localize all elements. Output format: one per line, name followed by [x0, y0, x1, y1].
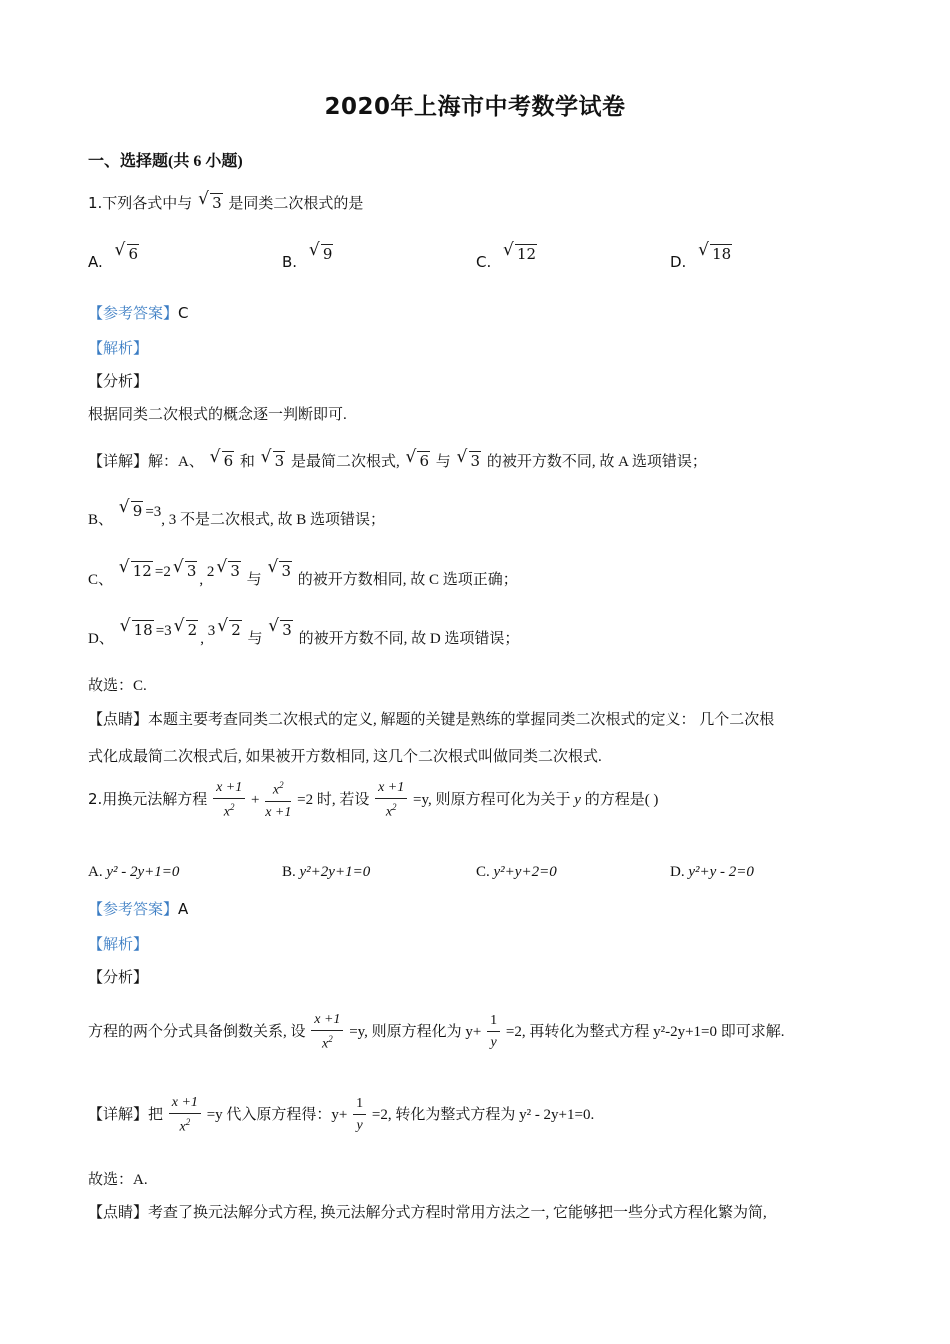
q1-stem-text-end: 是同类二次根式的是: [228, 196, 364, 212]
q1-comment-line1: 【点睛】本题主要考查同类二次根式的定义, 解题的关键是熟练的掌握同类二次根式的定义： 几个二次根: [88, 712, 775, 728]
q1-jiexi-label: 【解析】: [88, 341, 149, 357]
q1-option-c: C. √ 12: [476, 240, 537, 271]
q2-option-d: D. y²+y - 2=0: [670, 864, 754, 880]
q1-stem-text: 1.下列各式中与: [88, 194, 193, 212]
q2-comment: 【点睛】考查了换元法解分式方程, 换元法解分式方程时常用方法之一, 它能够把一些分式方程化繁为简,: [88, 1205, 767, 1221]
q2-option-c: C. y²+y+2=0: [476, 864, 557, 880]
question-2-stem: 2.用换元法解方程 $\frac{x +1}{x^2}$ + $\frac{x^2}{x +1}$ =2 时, 若设 $\frac{x +1}{x^2}$ =y, 则原方程可化为关于 y 的方程是( ): [88, 780, 659, 820]
q1-option-b: B. √ 9: [282, 240, 333, 271]
q2-answer: 【参考答案】A: [88, 900, 189, 918]
q1-detail-a: 【详解】解：A、 √ 6 和 √ 3 是最简二次根式, √ 6 与 √ 3 的被开方数不同, 故 A 选项错误；: [88, 447, 707, 470]
q1-detail-b: B、 √ 9 =3, 3 不是二次根式, 故 B 选项错误；: [88, 497, 386, 528]
section-heading: 一、选择题(共 6 小题): [88, 153, 243, 170]
q2-analysis: 方程的两个分式具备倒数关系, 设 $\frac{x +1}{x^2}$ =y, 则原方程化为 y+ $\frac{1}{y}$ =2, 再转化为整式方程 y²-2y+1=0 即可求解.: [88, 1012, 785, 1052]
q1-choose: 故选：C.: [88, 678, 147, 694]
q1-analysis: 根据同类二次根式的概念逐一判断即可.: [88, 407, 347, 423]
page-title: 2020年上海市中考数学试卷: [324, 94, 626, 120]
sqrt-symbol: √ 3: [198, 189, 222, 212]
q2-detail: 【详解】把 $\frac{x +1}{x^2}$ =y 代入原方程得：y+ $\frac{1}{y}$ =2, 转化为整式方程为 y² - 2y+1=0.: [88, 1095, 595, 1135]
q1-comment-line2: 式化成最简二次根式后, 如果被开方数相同, 这几个二次根式叫做同类二次根式.: [88, 749, 602, 765]
q1-detail-c: C、 √ 12 =2 √ 3 , 2 √ 3 与 √ 3 的被开方数相同, 故 C 选项正确；: [88, 557, 518, 588]
q2-option-b: B. y²+2y+1=0: [282, 864, 371, 880]
q2-fenxi-label: 【分析】: [88, 970, 149, 986]
q2-choose: 故选：A.: [88, 1172, 148, 1188]
q1-option-a: A. √ 6: [88, 240, 139, 271]
q1-option-d: D. √ 18: [670, 240, 732, 271]
q1-fenxi-label: 【分析】: [88, 374, 149, 390]
q1-answer: 【参考答案】C: [88, 304, 189, 322]
question-1-stem: [88, 189, 364, 213]
q2-jiexi-label: 【解析】: [88, 937, 149, 953]
q1-detail-d: D、 √ 18 =3 √ 2 , 3 √ 2 与 √ 3 的被开方数不同, 故 D 选项错误；: [88, 616, 520, 647]
q2-option-a: A. y² - 2y+1=0: [88, 864, 180, 880]
